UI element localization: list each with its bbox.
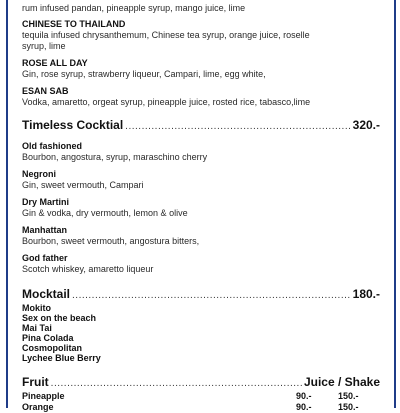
fruit-item	[22, 402, 380, 413]
section-price-header: Juice / Shake	[303, 375, 380, 389]
item-name: ESAN SAB	[22, 86, 69, 96]
juice-price: 90.-	[296, 402, 312, 412]
mocktail-item: Pina Colada	[22, 333, 74, 343]
cocktail-item	[22, 141, 380, 163]
item-description: Gin, sweet vermouth, Campari	[22, 180, 144, 190]
section-title: Fruit	[22, 375, 49, 389]
signature-section	[22, 3, 380, 108]
fruit-name: Orange	[22, 402, 54, 412]
cocktail-item	[22, 58, 380, 80]
section-price: 180.-	[352, 287, 380, 301]
mocktail-item: Mokito	[22, 303, 51, 313]
item-description: Gin & vodka, dry vermouth, lemon & olive	[22, 208, 188, 218]
cocktail-item	[22, 19, 380, 52]
shake-price: 150.-	[338, 391, 359, 401]
item-description: Scotch whiskey, amaretto liqueur	[22, 264, 154, 274]
item-name: Manhattan	[22, 225, 67, 235]
dot-leader	[51, 378, 302, 389]
cocktail-item	[22, 225, 380, 247]
juice-price: 90.-	[296, 391, 312, 401]
cocktail-item	[22, 197, 380, 219]
dot-leader	[72, 290, 351, 301]
item-name: ROSE ALL DAY	[22, 58, 88, 68]
fruit-name: Pineapple	[22, 391, 65, 401]
item-description: Bourbon, angostura, syrup, maraschino cherry	[22, 152, 208, 162]
section-header	[22, 287, 380, 301]
section-header	[22, 375, 380, 389]
mocktail-item: Mai Tai	[22, 323, 52, 333]
mocktail-item: Cosmopolitan	[22, 343, 82, 353]
mocktail-item: Lychee Blue Berry	[22, 353, 101, 363]
mocktail-section	[22, 287, 380, 363]
item-description: Gin, rose syrup, strawberry liqueur, Campari, lime, egg white,	[22, 69, 266, 79]
item-description: Vodka, amaretto, orgeat syrup, pineapple juice, rosted rice, tabasco,lime	[22, 97, 311, 107]
item-name: CHINESE TO THAILAND	[22, 19, 126, 29]
section-price: 320.-	[352, 118, 380, 132]
cocktail-item	[22, 253, 380, 275]
menu-content	[22, 0, 380, 413]
mocktail-item: Sex on the beach	[22, 313, 97, 323]
item-description: tequila infused chrysanthemum, Chinese tea syrup, orange juice, roselle syrup, lime	[22, 30, 310, 51]
fruit-item	[22, 391, 380, 402]
section-title: Timeless Cocktial	[22, 118, 124, 132]
item-description: Bourbon, sweet vermouth, angostura bitters,	[22, 236, 200, 246]
timeless-section	[22, 118, 380, 275]
shake-price: 150.-	[338, 402, 359, 412]
dot-leader	[125, 121, 350, 132]
item-name: God father	[22, 253, 68, 263]
item-name: Negroni	[22, 169, 57, 179]
item-name: Dry Martini	[22, 197, 70, 207]
section-title: Mocktail	[22, 287, 71, 301]
fruit-section	[22, 375, 380, 413]
cocktail-item	[22, 169, 380, 191]
item-description: rum infused pandan, pineapple syrup, mango juice, lime	[22, 3, 246, 13]
section-header	[22, 118, 380, 132]
item-name: Old fashioned	[22, 141, 83, 151]
cocktail-item	[22, 86, 380, 108]
